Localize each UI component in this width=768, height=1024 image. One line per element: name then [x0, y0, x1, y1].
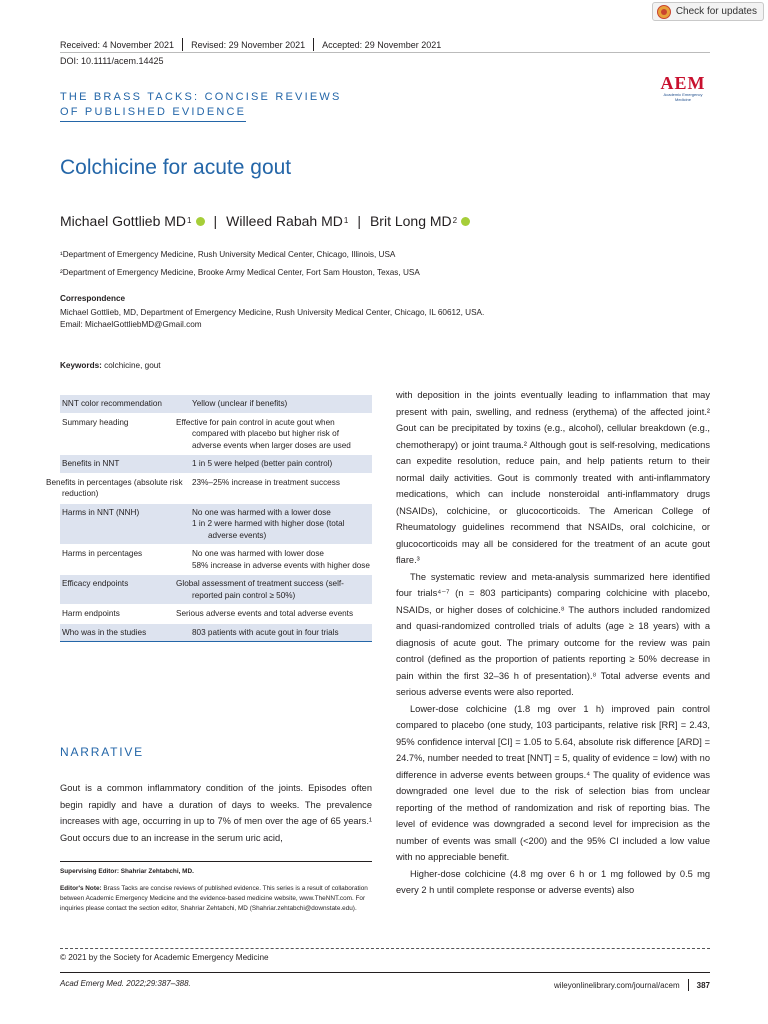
- narrative-heading: NARRATIVE: [60, 745, 144, 759]
- correspondence-address: Michael Gottlieb, MD, Department of Emergency Medicine, Rush University Medical Center, Chicago, IL 60612, USA.: [60, 308, 485, 317]
- footer-rule: [60, 972, 710, 973]
- table-row: [60, 575, 372, 605]
- paragraph: Gout is a common inflammatory condition of the joints. Episodes often begin rapidly and have a duration of days to weeks. The prevalence increases with age, occurring in up to 7% of men over the age of 65 years.¹ Gout occurs due to an increase in the serum uric acid,: [60, 783, 372, 843]
- editors-note-text: Brass Tacks are concise reviews of published evidence. This series is a result of collaboration between Academic Emergency Medicine and the evidence-based medicine website, www.TheNNT.com. For inquiries please contact the section editor, Shahriar Zehtabchi, MD (Shahriar.zehtabchi@downstate.edu).: [60, 885, 368, 912]
- table-key: Efficacy endpoints: [60, 575, 190, 605]
- table-value: [190, 503, 372, 545]
- nnt-summary-table: [46, 394, 372, 642]
- table-value: 23%–25% increase in treatment success: [190, 473, 372, 503]
- table-key: NNT color recommendation: [60, 395, 190, 414]
- journal-url[interactable]: wileyonlinelibrary.com/journal/acem: [553, 980, 680, 990]
- page-number: 387: [696, 980, 710, 990]
- accepted-date: Accepted: 29 November 2021: [322, 39, 442, 50]
- divider: [182, 38, 183, 51]
- article-title: Colchicine for acute gout: [60, 156, 292, 179]
- correspondence-details: [60, 307, 484, 331]
- author-separator: |: [357, 213, 361, 229]
- body-text-left: [60, 780, 372, 846]
- correspondence-email[interactable]: Email: MichaelGottliebMD@Gmail.com: [60, 320, 202, 329]
- footer-right: [554, 979, 710, 991]
- keywords: [60, 361, 161, 370]
- affiliation-2: ²Department of Emergency Medicine, Brooke Army Medical Center, Fort Sam Houston, Texas, USA: [60, 268, 420, 277]
- divider: [313, 38, 314, 51]
- keywords-value: colchicine, gout: [101, 361, 161, 370]
- section-label-line1: THE BRASS TACKS: CONCISE REVIEWS: [60, 91, 342, 103]
- table-row: [60, 455, 372, 474]
- table-key: Harms in percentages: [60, 545, 190, 575]
- author-list: Michael Gottlieb MD 1 | Willeed Rabah MD 1 | Brit Long MD 2: [60, 213, 470, 229]
- table-value: 1 in 5 were helped (better pain control): [190, 455, 372, 474]
- table-value: Effective for pain control in acute gout when compared with placebo but higher risk of adverse events when larger doses are used: [190, 413, 372, 455]
- author-name: Willeed Rabah MD: [226, 213, 343, 229]
- table-key: Benefits in percentages (absolute risk reduction): [60, 473, 190, 503]
- body-text-right: [396, 387, 710, 899]
- check-for-updates-label: Check for updates: [675, 6, 757, 17]
- table-row: [60, 473, 372, 503]
- revised-date: Revised: 29 November 2021: [191, 39, 306, 50]
- correspondence-heading: Correspondence: [60, 294, 126, 303]
- orcid-icon[interactable]: [461, 217, 470, 226]
- table-value-line: 58% increase in adverse events with higher dose: [192, 560, 370, 570]
- header-rule: [60, 52, 710, 53]
- logo-mark: AEM: [660, 73, 706, 93]
- divider: [688, 979, 689, 991]
- paragraph: The systematic review and meta-analysis summarized here identified four trials⁴⁻⁷ (n = 803 participants) comparing colchicine with placebo, NSAIDs, or higher doses of colchicine.⁸ The authors included randomized and quasi-randomized controlled trials of adults (age ≥ 18 years) with a diagnosis of acute gout. The primary outcome for the review was pain control (defined as the proportion of patients reporting ≥ 50% decrease in pain within the first 32–36 h of presentation).⁸ Total adverse events and serious adverse events were also reported.: [396, 571, 710, 697]
- logo-tagline: Academic Emergency Medicine: [663, 92, 703, 102]
- table-value: [190, 545, 372, 575]
- paragraph: with deposition in the joints eventually leading to inflammation that may present with pain, swelling, and redness (erythema) of the affected joint.² Gout can be precipitated by toxins (e.g., alcohol), cellular breakdown (e.g., chemotherapy) or joint trauma.² Although gout is self-resolving, medications can expedite resolution, reduce pain, and help patients return to their normal daily activities. Gout is commonly treated with anti-inflammatory medications, which can include nonsteroidal anti-inflammatory drugs (NSAIDs), colchicine, or glucocorticoids. The American College of Rheumatology guidelines recommend that NSAIDs, oral colchicine, or glucocorticoids may all be considered for the treatment of an acute gout flare.³: [396, 390, 710, 565]
- author-name: Michael Gottlieb MD: [60, 213, 187, 229]
- table-value-line: 1 in 2 were harmed with higher dose (total adverse events): [192, 519, 345, 540]
- affiliation-1: ¹Department of Emergency Medicine, Rush University Medical Center, Chicago, Illinois, USA: [60, 250, 396, 259]
- table-value: Yellow (unclear if benefits): [190, 395, 372, 414]
- doi[interactable]: DOI: 10.1111/acem.14425: [60, 56, 164, 66]
- section-label-line2: OF PUBLISHED EVIDENCE: [60, 105, 246, 122]
- table-row: [60, 503, 372, 545]
- section-label: [60, 90, 341, 122]
- footnote-rule: [60, 861, 372, 862]
- table-key: Harms in NNT (NNH): [60, 503, 190, 545]
- table-key: Harm endpoints: [60, 605, 190, 624]
- table-key: Summary heading: [60, 413, 190, 455]
- editors-note: [60, 884, 372, 914]
- copyright: © 2021 by the Society for Academic Emergency Medicine: [60, 953, 269, 962]
- author-separator: |: [213, 213, 218, 229]
- table-value-line: No one was harmed with lower dose: [192, 549, 324, 558]
- journal-logo: [656, 74, 710, 102]
- paragraph: Lower-dose colchicine (1.8 mg over 1 h) improved pain control compared to placebo (one study, 103 participants, relative risk [RR] = 2.43, 95% confidence interval [CI] = 1.05 to 5.64, absolute risk difference [ARD] = 24.7%, number needed to treat [NNT] = 5, quality of evidence = low) with no difference in adverse events between groups.⁴ The quality of evidence was downgraded one level due to the risk of selection bias from unclear reporting of the method of randomization and risk of reporting bias. The level of evidence was downgraded a second level for imprecision as the number of events was small (<200) and the 95% CI included a low value with no appreciable benefit.: [396, 703, 710, 862]
- paragraph: Higher-dose colchicine (4.8 mg over 6 h or 1 mg followed by 0.5 mg every 2 h until complete response or adverse events) also: [396, 868, 710, 895]
- check-for-updates-button[interactable]: [652, 2, 764, 21]
- orcid-icon[interactable]: [196, 217, 205, 226]
- footer-dashed-rule: [60, 948, 710, 949]
- received-date: Received: 4 November 2021: [60, 39, 175, 50]
- article-dates: [60, 38, 441, 51]
- table-value-line: No one was harmed with a lower dose: [192, 507, 331, 517]
- table-row: [60, 395, 372, 414]
- table-key: Who was in the studies: [60, 623, 190, 642]
- table-row: [60, 623, 372, 642]
- table-value: 803 patients with acute gout in four trials: [190, 623, 372, 642]
- table-value: Serious adverse events and total adverse events: [190, 605, 372, 624]
- table-key: Benefits in NNT: [60, 455, 190, 474]
- table-row: [60, 413, 372, 455]
- table-value: Global assessment of treatment success (self-reported pain control ≥ 50%): [190, 575, 372, 605]
- author-name: Brit Long MD: [369, 213, 452, 229]
- keywords-label: Keywords:: [60, 361, 102, 370]
- editors-note-label: Editor's Note:: [60, 885, 102, 892]
- citation: Acad Emerg Med. 2022;29:387–388.: [60, 979, 191, 988]
- table-row: [60, 545, 372, 575]
- supervising-editor: Supervising Editor: Shahriar Zehtabchi, MD.: [60, 868, 194, 875]
- crossmark-icon: [657, 5, 671, 19]
- table-row: [60, 605, 372, 624]
